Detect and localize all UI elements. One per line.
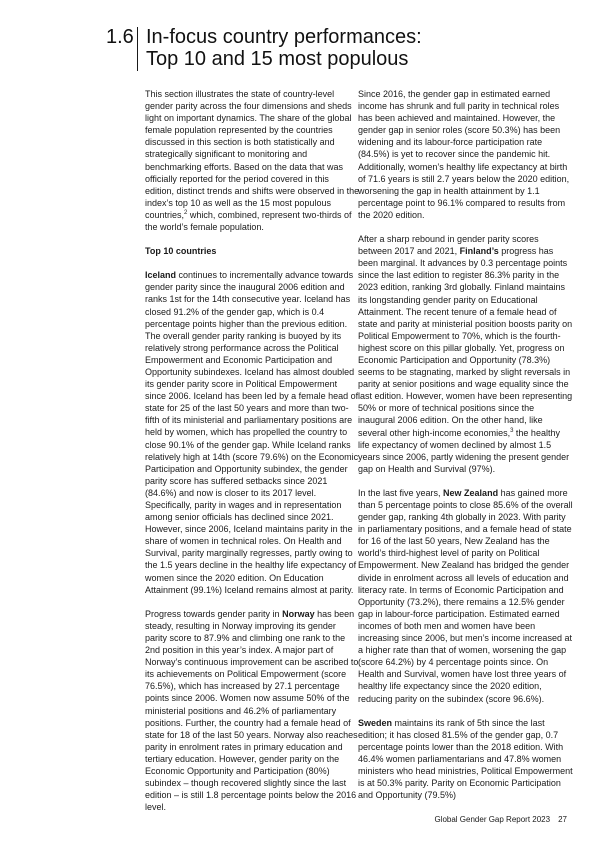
country-name-sweden: Sweden: [358, 717, 393, 728]
page-title: [146, 26, 422, 70]
sweden-paragraph: Sweden maintains its rank of 5th since the last edition; it has closed 81.5% of the gender gap, 0.7 percentage points lower than the 2018 edition. With 46.4% women parliamentarians and 47.8% women ministers who head ministries, Political Empowerment is at 50.3% parity. Parity on Economic Participation and Opportunity (79.5%): [358, 717, 573, 801]
country-name-norway: Norway: [282, 608, 315, 619]
country-name-finland: Finland’s: [459, 246, 499, 257]
title-line-2: Top 10 and 15 most populous: [146, 48, 409, 70]
iceland-paragraph: Iceland continues to incrementally advance towards gender parity since the inaugural 2006 edition and ranks 1st for the 14th consecutive year. Iceland has closed 91.2% of the gender gap, which is 0.4 percentage points higher than the previous edition. The overall gender parity ranking is buoyed by its relatively strong performance across the Political Empowerment and Economic Participation and Opportunity subindexes. Iceland has almost doubled its gender parity score in Political Empowerment since 2006. Iceland has been led by a female head of state for 25 of the last 50 years and more than two-fifth of its ministerial and parliamentary positions are held by women, which has propelled the country to close 90.1% of the gender gap. While Iceland ranks relatively high at 14th (score 79.6%) on the Economic Participation and Opportunity subindex, the gender parity score has suffered setbacks since 2021 (84.6%) and now is closer to its 2017 level. Specifically, parity in wages and in representation among senior officials has declined since 2021. However, since 2006, Iceland maintains parity in the share of women in technical roles. On Health and Survival, parity marginally regresses, partly owing to the 1.5 years decline in the healthy life expectancy of women since the 2020 edition. On Education Attainment (99.1%) Iceland remains almost at parity.: [145, 270, 359, 595]
left-column: [145, 88, 360, 825]
title-divider: [137, 27, 138, 71]
page-footer: [426, 815, 567, 824]
report-title: Global Gender Gap Report 2023: [434, 815, 551, 824]
page-number: 27: [558, 815, 567, 824]
norway-paragraph: Progress towards gender parity in Norway has been steady, resulting in Norway improving its gender parity score to 87.9% and climbing one rank to the 2nd position in this year’s index. A major part of Norway’s continuous improvement can be ascribed to its achievements on Political Empowerment (score 76.5%), which has increased by 27.1 percentage points since 2006. Women now assume 50% of the ministerial positions and 46.2% of parliamentary positions. Further, the country had a female head of state for 18 of the last 50 years. Norway also reaches parity in enrolment rates in primary education and tertiary education. However, gender parity on the Economic Opportunity and Participation (80%) subindex – though recovered slightly since the last edition – is still 1.8 percentage points below the 2016 level.: [145, 608, 359, 813]
intro-paragraph: This section illustrates the state of country-level gender parity across the four dimensions and sheds light on important dynamics. The share of the global female population represented by the countries discussed in this section is both statistically and strategically significant to monitoring and benchmarking efforts. Based on the data that was officially reported for the period covered in this edition, distinct trends and shifts were observed in the index’s top 10 as well as the 15 most populous countries,$^2$ which, combined, represent two-thirds of the world’s female population.: [145, 89, 360, 233]
iceland-continued-paragraph: Since 2016, the gender gap in estimated earned income has shrunk and full parity in technical roles has been achieved and maintained. However, the gender gap in senior roles (score 50.3%) has been widening and its labour-force participation rate (84.5%) is yet to recover since the pandemic hit. Additionally, women’s healthy life expectancy at birth of 71.6 years is still 2.7 years below the 2020 edition, worsening the gap in health attainment by 1.1 percentage point to 96.1% compared to results from the 2020 edition.: [358, 89, 570, 220]
country-name-new-zealand: New Zealand: [443, 487, 499, 498]
country-name-iceland: Iceland: [145, 270, 177, 281]
footnote-ref-3[interactable]: 3: [510, 427, 514, 434]
finland-paragraph: After a sharp rebound in gender parity scores between 2017 and 2021, Finland’s progress has been marginal. It advances by 0.3 percentage points since the last edition to register 86.3% parity in the 2023 edition, ranking 3rd globally. Finland maintains its longstanding gender parity on Educational Attainment. The recent tenure of a female head of state and parity at ministerial position boosts parity on Political Empowerment to 70%, which is the fourth-highest score on this pillar globally. Yet, progress on Economic Participation and Opportunity (78.3%) seems to be stagnating, marked by slight reversals in parity at senior positions and wage equality since the last edition. However, women have been representing 50% or more of technical positions since the inaugural 2006 edition. On the other hand, like several other high-income economies,$^3$ the healthy life expectancy of women declined by almost 1.5 years since 2006, partly widening the present gender gap on Health and Survival (97%).: [358, 234, 573, 474]
top-10-heading: Top 10 countries: [145, 246, 217, 257]
right-column: [358, 88, 573, 813]
new-zealand-paragraph: In the last five years, New Zealand has gained more than 5 percentage points to close 85.6% of the overall gender gap, ranking 4th globally in 2023. With parity in parliamentary positions, and a female head of state for 16 of the last 50 years, New Zealand has the world’s third-highest level of parity on Political Empowerment. New Zealand has bridged the gender divide in enrolment across all levels of education and literacy rate. In terms of Economic Participation and Opportunity (73.2%), there remains a 12.5% gender gap in labour-force participation. Estimated earned incomes of both men and women have been increasing since 2006, but men’s income increased at a higher rate than that of women, worsening the gap (score 64.2%) by 4 percentage points since. On Health and Survival, women have lost three years of healthy life expectancy since the 2020 edition, reducing parity on the subindex (score 96.6%).: [358, 487, 573, 704]
footnote-ref-2[interactable]: 2: [184, 209, 188, 216]
title-line-1: In-focus country performances:: [146, 26, 422, 48]
section-number: 1.6: [106, 26, 134, 48]
